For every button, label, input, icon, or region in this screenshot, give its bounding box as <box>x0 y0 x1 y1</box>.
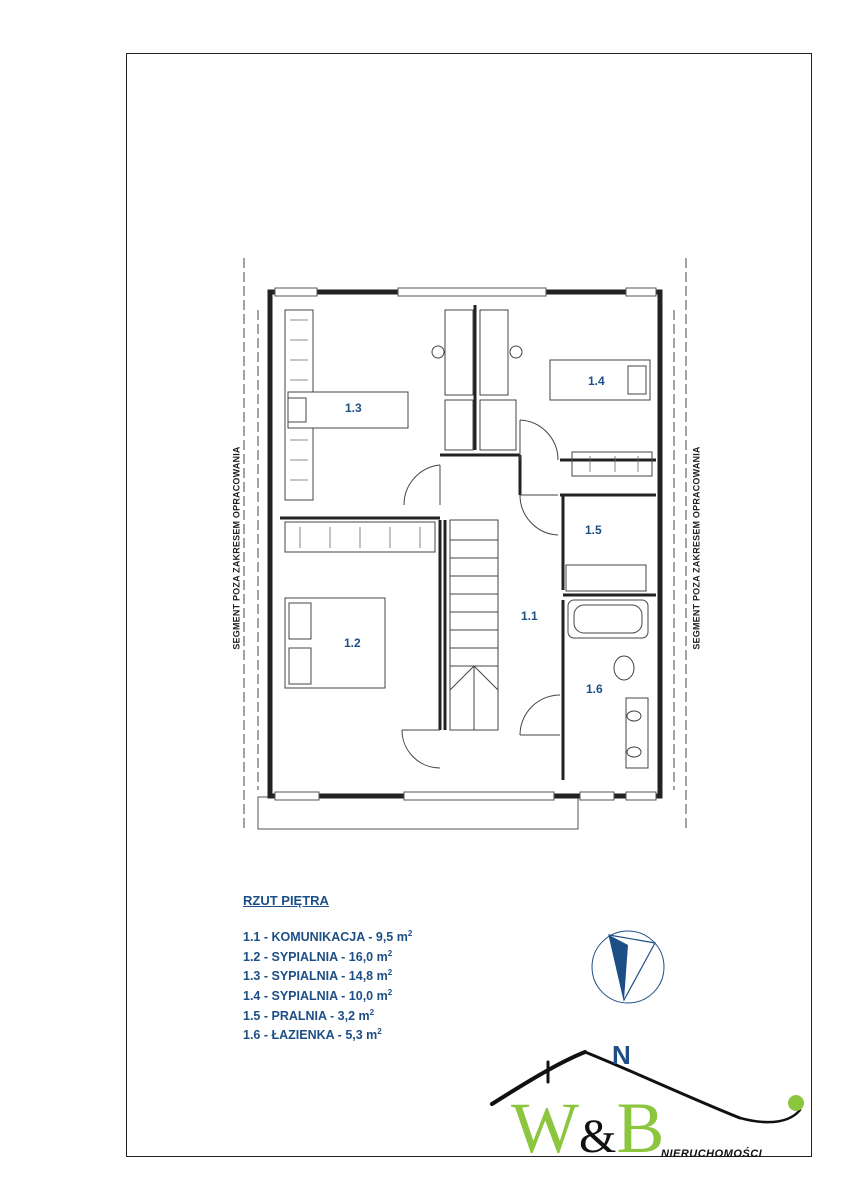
left-side-label: SEGMENT POZA ZAKRESEM OPRACOWANIA <box>231 446 242 650</box>
logo-wordmark: W&B <box>511 1088 665 1168</box>
staircase <box>450 520 498 730</box>
north-arrow-icon <box>592 931 664 1003</box>
logo-tagline: NIERUCHOMOŚCI <box>661 1148 763 1160</box>
logo-dot-icon <box>788 1095 804 1111</box>
room-label-1-2: 1.2 <box>344 636 361 650</box>
legend-item: 1.5 - PRALNIA - 3,2 $m^2$ <box>243 1007 375 1023</box>
room-label-1-4: 1.4 <box>588 374 605 388</box>
room-label-1-3: 1.3 <box>345 401 362 415</box>
desks <box>432 310 522 395</box>
legend-title: RZUT PIĘTRA <box>243 893 329 908</box>
wardrobes <box>285 310 652 591</box>
legend-item: 1.6 - ŁAZIENKA - 5,3 $m^2$ <box>243 1027 382 1043</box>
room-label-1-1: 1.1 <box>521 609 538 623</box>
neighbour-segment-guides <box>244 258 686 830</box>
right-side-label: SEGMENT POZA ZAKRESEM OPRACOWANIA <box>691 446 702 650</box>
balcony-outline <box>258 797 578 829</box>
north-label: N <box>612 1040 631 1070</box>
legend-item: 1.2 - SYPIALNIA - 16,0 $m^2$ <box>243 948 393 964</box>
legend-item: 1.3 - SYPIALNIA - 14,8 $m^2$ <box>243 968 393 984</box>
room-legend <box>243 893 412 1044</box>
legend-item: 1.4 - SYPIALNIA - 10,0 $m^2$ <box>243 987 393 1004</box>
wardrobe-hatching <box>290 320 638 548</box>
room-label-1-5: 1.5 <box>585 523 602 537</box>
room-label-1-6: 1.6 <box>586 682 603 696</box>
bathroom-fixtures <box>568 600 648 768</box>
legend-item: 1.1 - KOMUNIKACJA - 9,5 $m^2$ <box>243 929 413 945</box>
